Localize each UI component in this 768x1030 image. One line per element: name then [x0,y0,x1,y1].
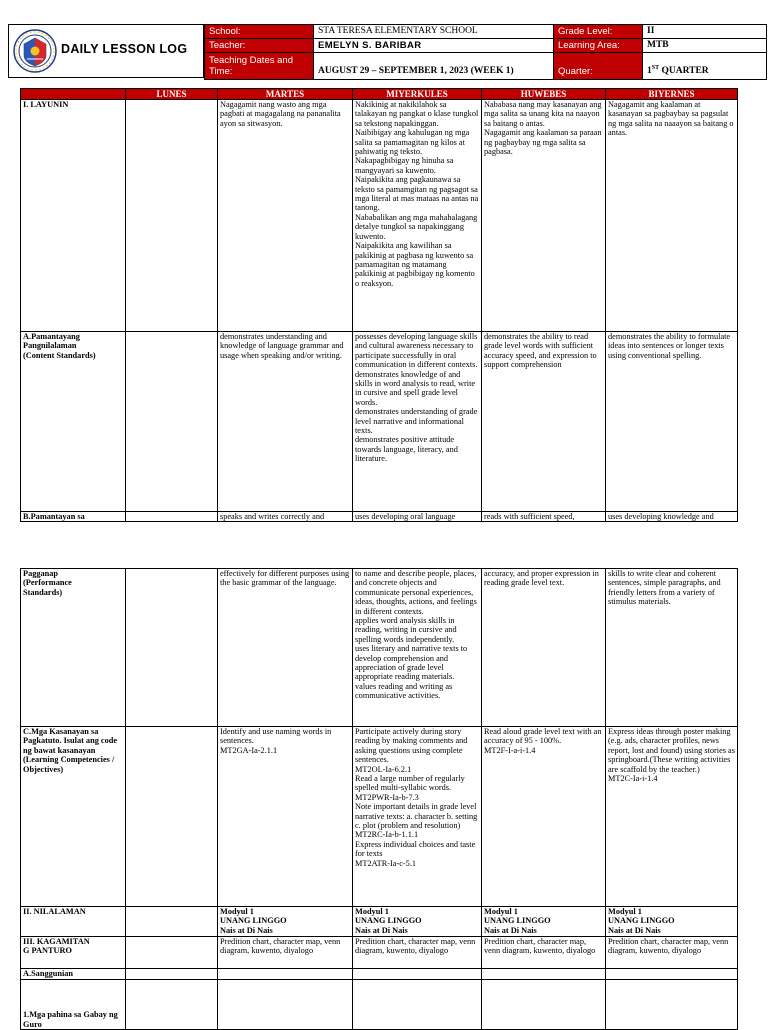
row-content-standards [21,332,738,512]
learning-area-label: Learning Area: [554,39,643,53]
header [8,24,766,78]
deped-seal-icon [13,29,57,73]
cell-miyerkules: to name and describe people, places, and concrete objects and communicate personal experiences, ideas, thoughts, actions, and feelings in different contexts. applies word analysis skills in reading, writing in cursive and spelling words independently. uses literary and narrative texts to develop comprehension and appreciation of grade level appropriate reading materials. values reading and writing as communicative activities. [353,569,482,727]
cell-huwebes [482,980,606,1030]
cell-martes: Modyul 1 UNANG LINGGO Nais at Di Nais [218,907,353,937]
cell-martes: Nagagamit nang wasto ang mga pagbati at magagalang na pananalita ayon sa sitwasyon. [218,100,353,332]
quarter-text: QUARTER [659,66,709,76]
cell-miyerkules: Predition chart, character map, venn diagram, kuwento, diyalogo [353,937,482,969]
cell-miyerkules: possesses developing language skills and cultural awareness necessary to participate successfully in oral communication in different contexts. demonstrates knowledge of and skills in word analysis to read, write in cursive and spell grade level words. demonstrates understanding of grade level narrative and informational texts. demonstrates positive attitude towards language, literacy, and literature. [353,332,482,512]
row-label-performance-start: B.Pamantayan sa [21,512,126,522]
cell-biyernes: Modyul 1 UNANG LINGGO Nais at Di Nais [606,907,738,937]
document-title: DAILY LESSON LOG [61,42,188,56]
cell-huwebes: accuracy, and proper expression in reading grade level text. [482,569,606,727]
day-header-huwebes: HUWEBES [482,89,606,100]
cell-lunes [126,937,218,969]
grade-value: II [643,25,767,39]
cell-lunes [126,907,218,937]
day-header-miyerkules: MIYERKULES [353,89,482,100]
cell-miyerkules: Modyul 1 UNANG LINGGO Nais at Di Nais [353,907,482,937]
cell-lunes [126,332,218,512]
cell-huwebes [482,969,606,980]
lesson-table-page-2 [20,568,738,1030]
cell-martes [218,969,353,980]
row-layunin [21,100,738,332]
cell-huwebes: Modyul 1 UNANG LINGGO Nais at Di Nais [482,907,606,937]
row-competencies [21,727,738,907]
row-label-kagamitan: III. KAGAMITAN G PANTURO [21,937,126,969]
cell-miyerkules [353,980,482,1030]
row-label-gabay-guro: 1.Mga pahina sa Gabay ng Guro [21,980,126,1030]
cell-biyernes [606,969,738,980]
row-nilalaman [21,907,738,937]
day-header-row [21,89,738,100]
school-value: STA TERESA ELEMENTARY SCHOOL [314,25,554,39]
cell-martes: Identify and use naming words in sentences. MT2GA-Ia-2.1.1 [218,727,353,907]
grade-label: Grade Level: [554,25,643,39]
cell-martes: effectively for different purposes using the basic grammar of the language. [218,569,353,727]
cell-lunes [126,980,218,1030]
cell-martes: speaks and writes correctly and [218,512,353,522]
cell-biyernes: Nagagamit ang kaalaman at kasanayan sa pagbaybay sa pagsulat ng mga salita na naaayon sa baitang o antas. [606,100,738,332]
row-gabay-guro [21,980,738,1030]
lesson-table-page-1 [20,88,738,522]
teacher-label: Teacher: [205,39,314,53]
cell-lunes [126,569,218,727]
row-label-competencies: C.Mga Kasanayan sa Pagkatuto. Isulat ang code ng bawat kasanayan (Learning Competencies / Objectives) [21,727,126,907]
teacher-value: EMELYN S. BARIBAR [314,39,554,53]
header-logo-block [8,24,204,78]
cell-lunes [126,512,218,522]
row-kagamitan [21,937,738,969]
cell-biyernes [606,980,738,1030]
quarter-number: 1 [647,66,652,76]
cell-miyerkules [353,969,482,980]
school-label: School: [205,25,314,39]
day-header-martes: MARTES [218,89,353,100]
cell-biyernes: uses developing knowledge and [606,512,738,522]
cell-biyernes: Express ideas through poster making (e.g. ads, character profiles, news report, lost and found) using stories as springboard.(These writing activities are scaffold by the teacher.) MT2C-Ia-i-1.4 [606,727,738,907]
day-header-lunes: LUNES [126,89,218,100]
cell-martes [218,980,353,1030]
row-performance-standards [21,569,738,727]
cell-biyernes: Predition chart, character map, venn diagram, kuwento, diyalogo [606,937,738,969]
row-performance-standards-start [21,512,738,522]
dates-value: AUGUST 29 – SEPTEMBER 1, 2023 (WEEK 1) [314,53,554,80]
cell-biyernes: demonstrates the ability to formulate ideas into sentences or longer texts using conventional spelling. [606,332,738,512]
quarter-label: Quarter: [554,53,643,80]
dates-label: Teaching Dates and Time: [205,53,314,80]
cell-huwebes: Nababasa nang may kasanayan ang mga salita sa unang kita na naayon sa baitang o antas. Nagagamit ang kaalaman sa paraan ng pagbaybay ng mga salita sa pagbasa. [482,100,606,332]
cell-martes: Predition chart, character map, venn diagram, kuwento, diyalogo [218,937,353,969]
day-header-biyernes: BIYERNES [606,89,738,100]
cell-huwebes: Read aloud grade level text with an accuracy of 95 - 100%. MT2F-I-a-i-1.4 [482,727,606,907]
row-label-sanggunian: A.Sanggunian [21,969,126,980]
cell-lunes [126,727,218,907]
cell-huwebes: demonstrates the ability to read grade level words with sufficient accuracy speed, and expression to support comprehension [482,332,606,512]
cell-huwebes: Predition chart, character map, venn diagram, kuwento, diyalogo [482,937,606,969]
cell-huwebes: reads with sufficient speed, [482,512,606,522]
header-info-table [204,24,767,80]
quarter-value [643,53,767,80]
cell-lunes [126,100,218,332]
corner-cell [21,89,126,100]
cell-miyerkules: Nakikinig at nakikilahok sa talakayan ng pangkat o klase tungkol sa tekstong napakinggan. Naibibigay ang kahulugan ng mga salita sa pamamagitan ng kilos at pahiwatig ng teksto. Nakapagbibigay ng hinuha sa mangyayari sa kuwento. Naipakikita ang pagkaunawa sa teksto sa pamamgitan ng pagsagot sa mga literal at mas mataas na antas na tanong. Nababalikan ang mga mahahalagang detalye tungkol sa napakinggang kuwento. Naipakikita ang kawilihan sa pakikinig at pagbasa ng kuwento sa pamamagitan ng matamang pakikinig at pagbibigay ng komento o reaksyon. [353,100,482,332]
cell-miyerkules: Participate actively during story reading by making comments and asking questions using complete sentences. MT2OL-Ia-6.2.1 Read a large number of regularly spelled multi-syllabic words. MT2PWR-Ia-b-7.3 Note important details in grade level narrative texts: a. character b. setting c. plot (problem and resolution) MT2RC-Ia-b-1.1.1 Express individual choices and taste for texts MT2ATR-Ia-c-5.1 [353,727,482,907]
row-label-content-standards: A.Pamantayang Pangnilalaman (Content Standards) [21,332,126,512]
row-sanggunian [21,969,738,980]
quarter-suffix: ST [651,64,660,71]
cell-lunes [126,969,218,980]
learning-area-value: MTB [643,39,767,53]
row-label-nilalaman: II. NILALAMAN [21,907,126,937]
cell-biyernes: skills to write clear and coherent sentences, simple paragraphs, and friendly letters from a variety of stimulus materials. [606,569,738,727]
cell-martes: demonstrates understanding and knowledge of language grammar and usage when speaking and/or writing. [218,332,353,512]
cell-miyerkules: uses developing oral language [353,512,482,522]
row-label-layunin: I. LAYUNIN [21,100,126,332]
row-label-performance: Pagganap (Performance Standards) [21,569,126,727]
